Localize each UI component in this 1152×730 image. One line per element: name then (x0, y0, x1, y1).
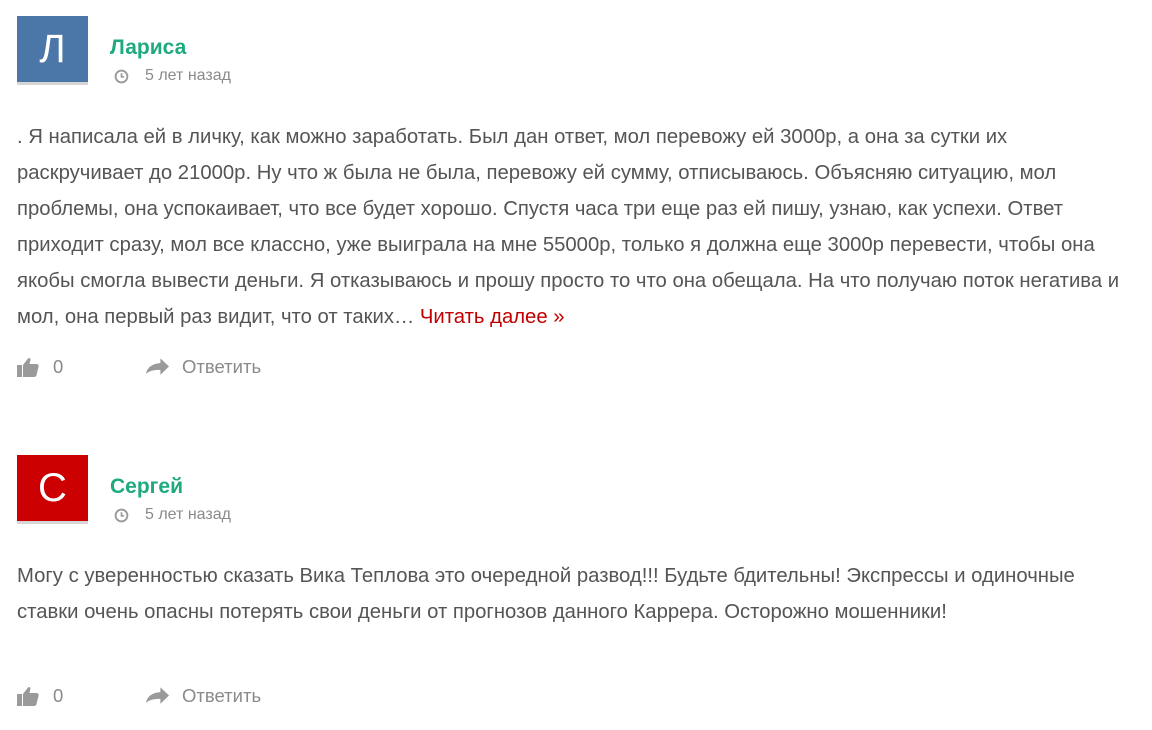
comment-actions (17, 356, 261, 378)
comment-meta (114, 66, 231, 86)
comment-actions (17, 685, 261, 707)
comment-meta (114, 505, 231, 525)
comment-time: 5 лет назад (145, 67, 231, 84)
thumbs-up-icon (17, 686, 39, 706)
comment-header (17, 455, 1137, 527)
comment-time: 5 лет назад (145, 506, 231, 523)
comment-header (17, 16, 1137, 88)
clock-icon (114, 508, 129, 523)
comment (17, 16, 1137, 377)
comment-text: Могу с уверенностью сказать Вика Теплова это очередной развод!!! Будьте бдительны! Экспрессы и одиночные ставки очень опасны потерять свои деньги от прогнозов данного Каррера. Осторожно мошенники! (17, 565, 1075, 623)
reply-arrow-icon (145, 686, 170, 706)
reply-label: Ответить (182, 356, 262, 377)
comment-text (17, 119, 1132, 335)
reply-label: Ответить (182, 685, 262, 706)
reply-button[interactable] (145, 685, 261, 707)
like-count: 0 (53, 356, 64, 377)
thumbs-up-icon (17, 357, 39, 377)
read-more-link[interactable]: Читать далее » (419, 306, 565, 328)
like-button[interactable] (17, 356, 113, 378)
comment (17, 455, 1137, 706)
comment-author: Сергей (110, 475, 184, 498)
reply-button[interactable] (145, 356, 261, 378)
like-button[interactable] (17, 685, 113, 707)
avatar: Л (17, 16, 88, 85)
clock-icon (114, 69, 129, 84)
like-count: 0 (53, 685, 64, 706)
comment-author: Лариса (110, 36, 187, 59)
reply-arrow-icon (145, 357, 170, 377)
avatar: С (17, 455, 88, 524)
comment-text-content: . Я написала ей в личку, как можно заработать. Был дан ответ, мол перевожу ей 3000р, а она за сутки их раскручивает до 21000р. Ну что ж была не была, перевожу ей сумму, отписываюсь. Объясняю ситуацию, мол проблемы, она успокаивает, что все будет хорошо. Спустя часа три еще раз ей пишу, узнаю, как успехи. Ответ приходит сразу, мол все классно, уже выиграла на мне 55000р, только я должна еще 3000р перевести, чтобы она якобы смогла вывести деньги. Я отказываюсь и прошу просто то что она обещала. На что получаю поток негатива и мол, она первый раз видит, что от таких… (17, 126, 1120, 328)
